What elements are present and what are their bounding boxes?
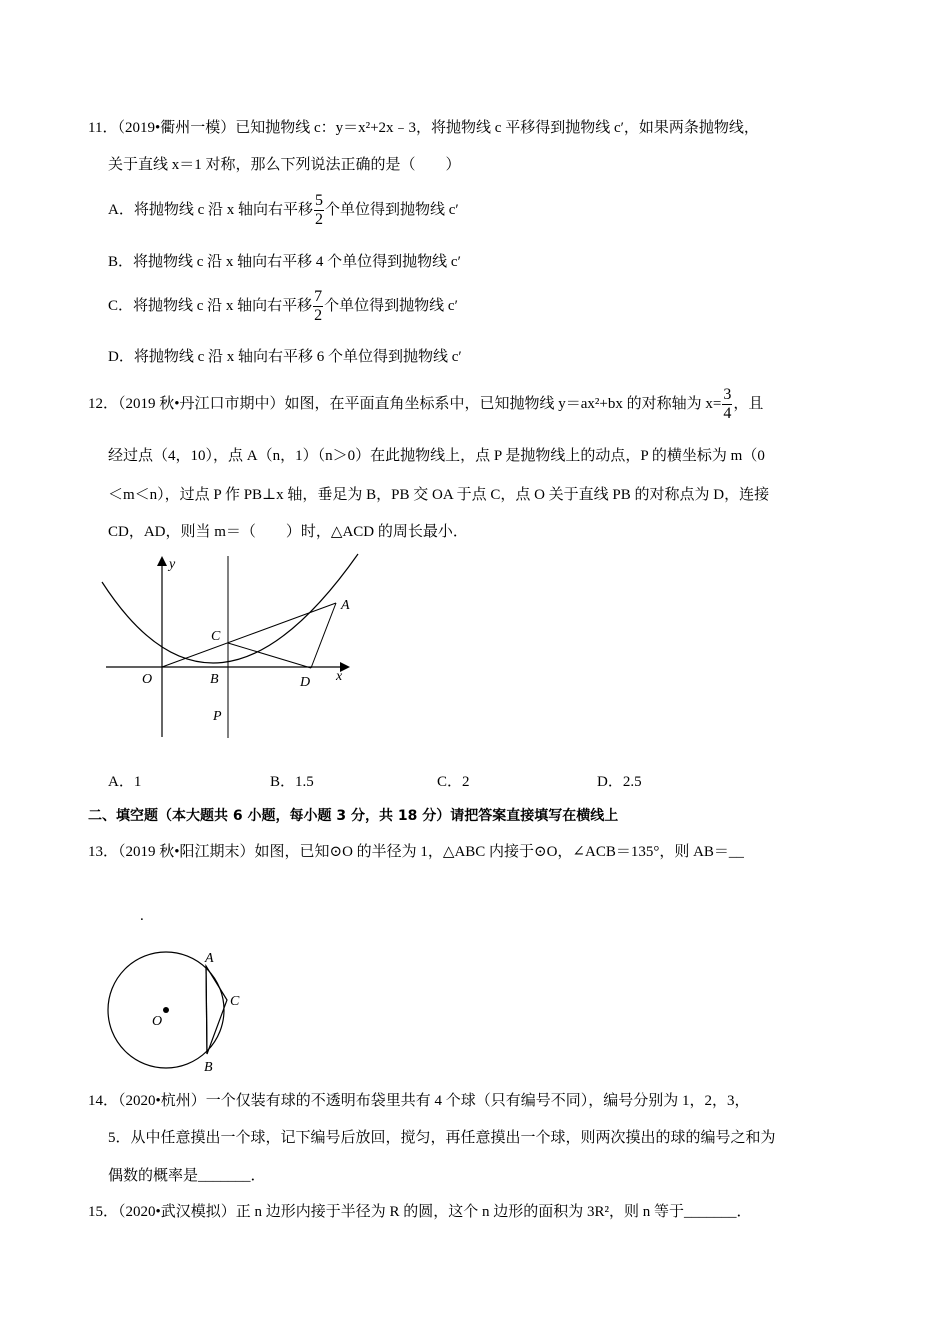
y-axis-arrow — [157, 556, 167, 566]
q12-stem-line4: CD，AD，则当 m＝（ ）时，△ACD 的周长最小． — [108, 524, 468, 540]
q14-stem-line3: 偶数的概率是_______． — [108, 1168, 266, 1184]
q12-option-a: A．1 — [108, 774, 142, 790]
q14-stem-line2: 5．从中任意摸出一个球，记下编号后放回，搅匀，再任意摸出一个球，则两次摸出的球的编号之和为 — [108, 1130, 776, 1146]
q12-parabola-figure — [100, 552, 365, 742]
q15-stem-line1: 15．（2020•武汉模拟）正 n 边形内接于半径为 R 的圆，这个 n 边形的面积为 3R²，则 n 等于_______． — [88, 1204, 752, 1220]
q11-option-a-text: A．将抛物线 c 沿 x 轴向右平移 — [108, 202, 313, 218]
fraction-denominator: 2 — [315, 211, 323, 229]
segment-oa — [162, 603, 336, 667]
label-a: A — [341, 598, 350, 613]
q11-option-a — [108, 190, 459, 230]
q12-option-c: C．2 — [437, 774, 470, 790]
q11-stem-line1: 11．（2019•衢州一模）已知抛物线 c：y＝x²+2x﹣3，将抛物线 c 平移得到抛物线 c′，如果两条抛物线， — [88, 120, 759, 136]
q11-option-b: B．将抛物线 c 沿 x 轴向右平移 4 个单位得到抛物线 c′ — [108, 254, 461, 270]
label-c: C — [230, 994, 240, 1009]
q11-option-a-fraction — [314, 192, 324, 229]
fraction-denominator: 2 — [314, 307, 323, 325]
q12-stem-line3: ＜m＜n），过点 P 作 PB⊥x 轴，垂足为 B，PB 交 OA 于点 C，点 O 关于直线 PB 的对称点为 D，连接 — [108, 487, 770, 503]
q12-stem-line2: 经过点（4，10），点 A（n，1）（n＞0）在此抛物线上，点 P 是抛物线上的动点，P 的横坐标为 m（0 — [108, 448, 765, 464]
q13-circle-figure — [100, 944, 255, 1076]
q11-option-a-suffix: 个单位得到抛物线 c′ — [325, 202, 459, 218]
fraction-numerator: 3 — [723, 386, 732, 404]
fraction-denominator: 4 — [723, 405, 732, 423]
q12-axis-fraction — [722, 386, 732, 423]
chord-ab — [206, 966, 207, 1054]
fraction-numerator: 5 — [315, 192, 323, 210]
label-c: C — [211, 629, 221, 644]
label-b: B — [210, 672, 219, 687]
center-point — [163, 1007, 169, 1013]
q13-stem-line1: 13．（2019 秋•阳江期末）如图，已知⊙O 的半径为 1，△ABC 内接于⊙O，∠ACB＝135°，则 AB＝__ — [88, 844, 744, 860]
q12-option-d: D．2.5 — [597, 774, 642, 790]
q11-option-d: D．将抛物线 c 沿 x 轴向右平移 6 个单位得到抛物线 c′ — [108, 349, 462, 365]
label-y: y — [169, 557, 176, 572]
q11-stem-line2: 关于直线 x＝1 对称，那么下列说法正确的是（ ） — [108, 157, 461, 173]
label-d: D — [300, 675, 311, 690]
triangle-abc — [206, 966, 227, 1054]
q12-option-b: B．1.5 — [270, 774, 314, 790]
q11-option-c-text: C．将抛物线 c 沿 x 轴向右平移 — [108, 298, 313, 314]
segment-ad — [311, 603, 336, 668]
q14-stem-line1: 14．（2020•杭州）一个仅装有球的不透明布袋里共有 4 个球（只有编号不同），编号分别为 1，2，3， — [88, 1093, 750, 1109]
q11-option-c — [108, 286, 458, 326]
fraction-numerator: 7 — [314, 288, 323, 306]
label-b: B — [204, 1060, 213, 1075]
q12-stem-text: 12．（2019 秋•丹江口市期中）如图，在平面直角坐标系中，已知抛物线 y＝ax²+bx 的对称轴为 x= — [88, 396, 722, 412]
label-x: x — [336, 669, 343, 684]
q11-option-c-fraction — [313, 288, 323, 325]
q12-stem-line1 — [88, 384, 763, 424]
q12-stem-suffix: ，且 — [733, 396, 764, 412]
label-o: O — [152, 1014, 163, 1029]
label-o: O — [142, 672, 153, 687]
q13-stem-line2: . — [140, 908, 144, 924]
label-a: A — [205, 951, 214, 966]
label-p: P — [213, 709, 222, 724]
segment-cd — [228, 643, 311, 668]
section-heading: 二、填空题（本大题共 6 小题，每小题 3 分，共 18 分）请把答案直接填写在横线上 — [88, 808, 619, 824]
q11-option-c-suffix: 个单位得到抛物线 c′ — [324, 298, 458, 314]
